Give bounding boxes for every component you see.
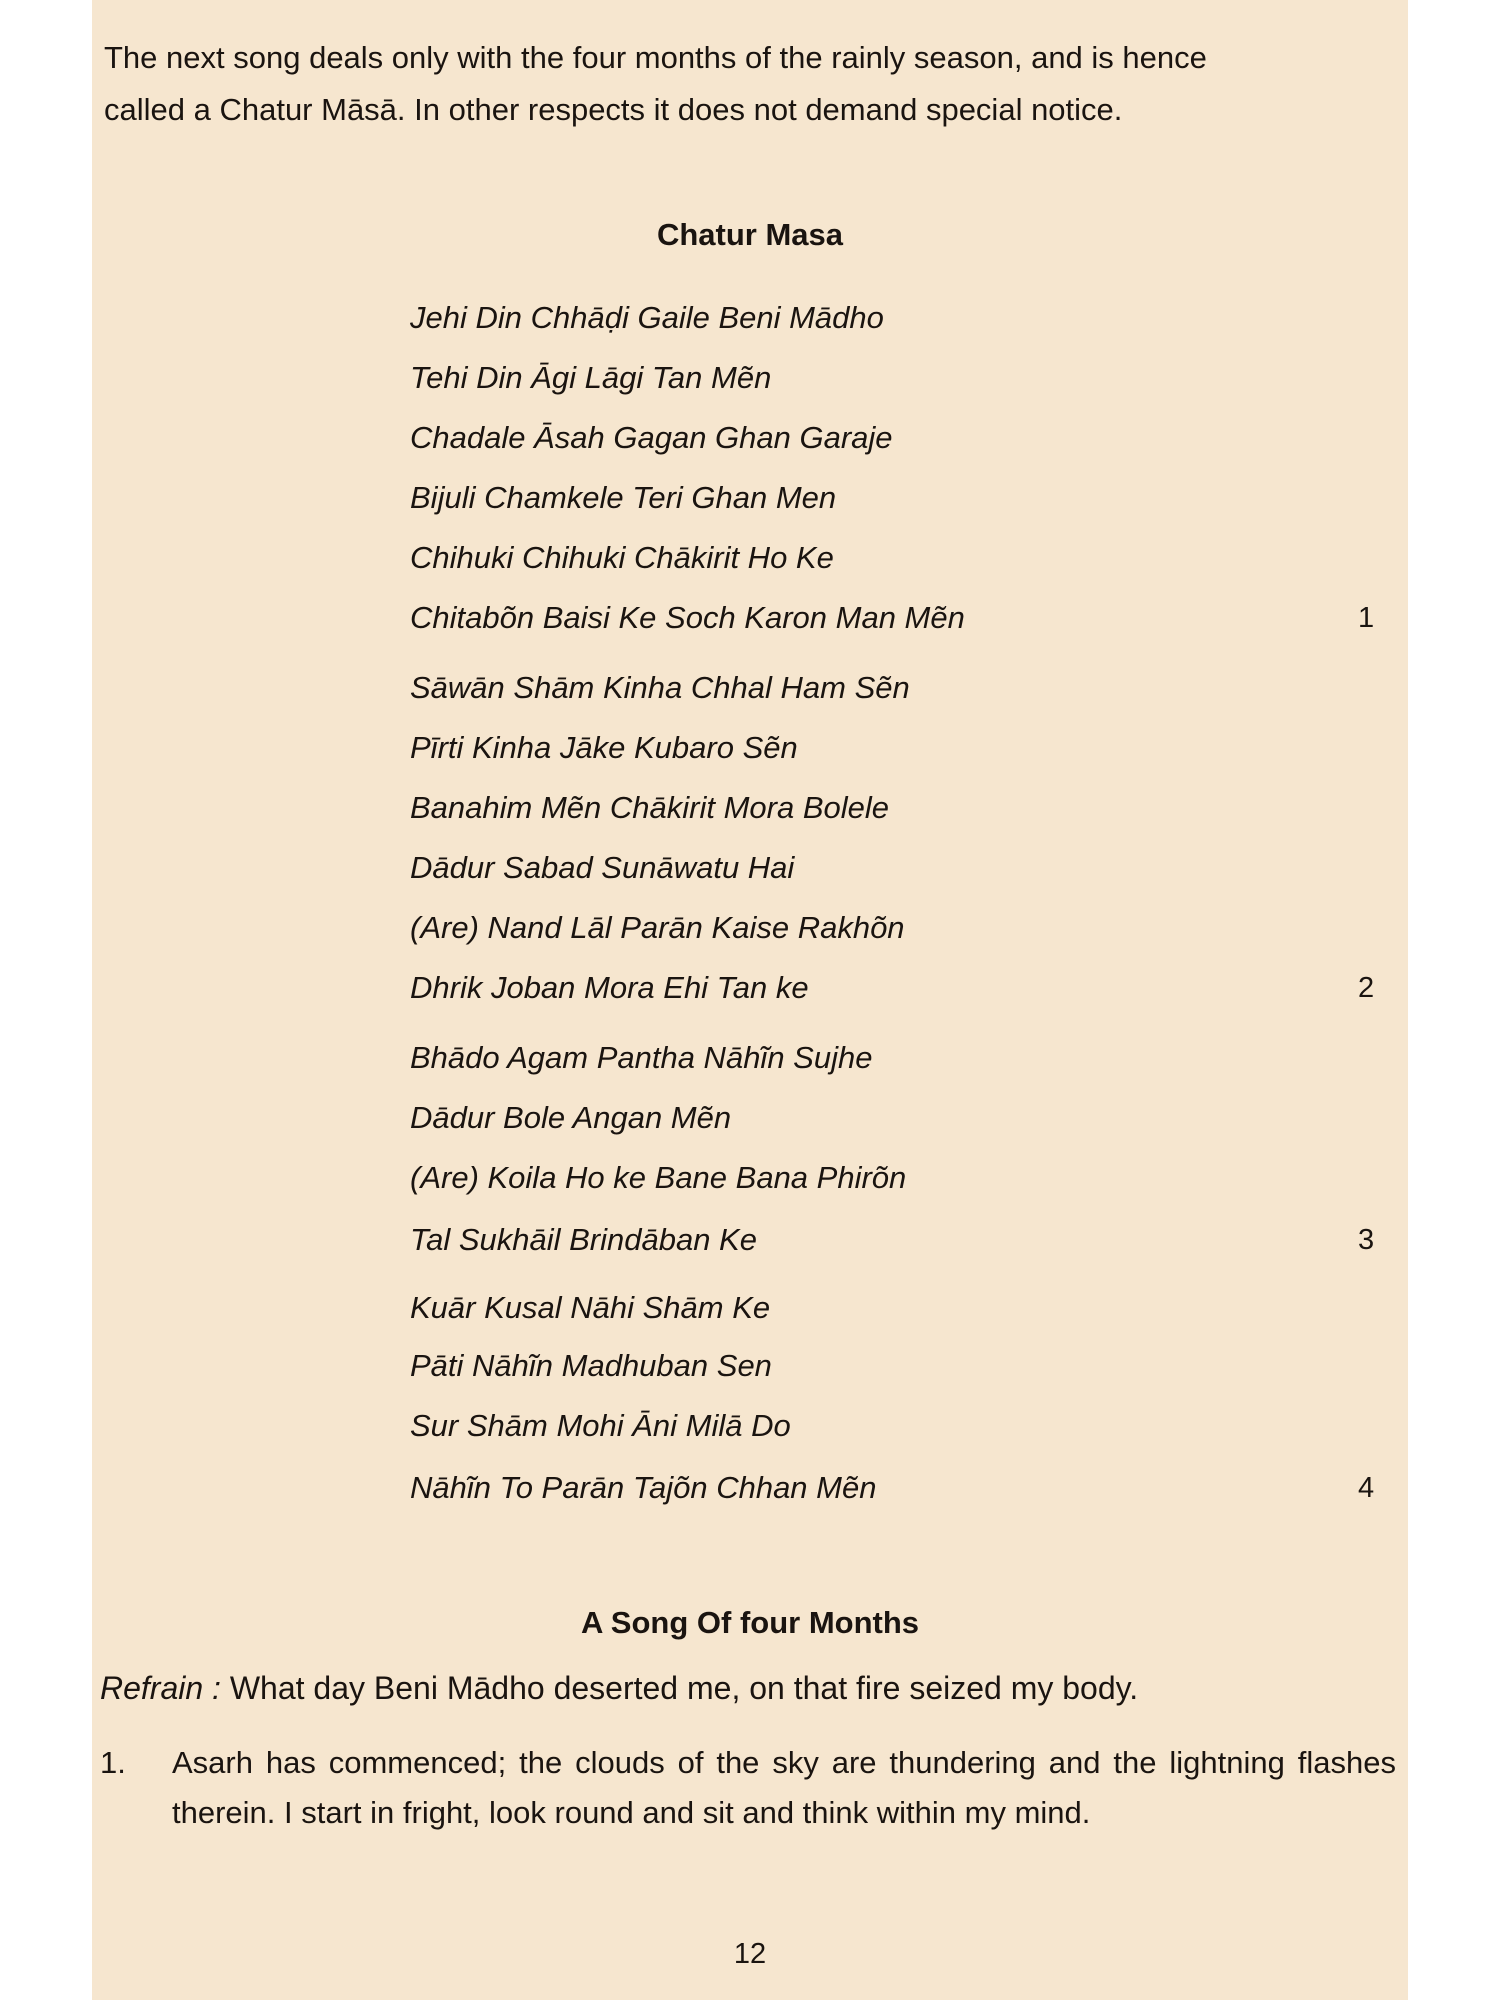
verse-line: (Are) Koila Ho ke Bane Bana Phirõn — [410, 1160, 907, 1195]
verse-line: Bijuli Chamkele Teri Ghan Men — [410, 480, 837, 515]
verse-line: (Are) Nand Lāl Parān Kaise Rakhõn — [410, 910, 905, 945]
verse-stanza-number: 4 — [1358, 1472, 1375, 1504]
section-title: A Song Of four Months — [580, 1605, 920, 1640]
verse-line: Kuār Kusal Nāhi Shām Ke — [410, 1290, 771, 1325]
verse-line: Banahim Mẽn Chākirit Mora Bolele — [410, 790, 889, 825]
verse-line: Dādur Sabad Sunāwatu Hai — [410, 850, 795, 885]
verse-line: Sur Shām Mohi Āni Milā Do — [410, 1408, 791, 1443]
refrain — [100, 1670, 1400, 1707]
verse-stanza-number: 2 — [1358, 972, 1375, 1004]
intro-line-2: called a Chatur Māsā. In other respects it does not demand special notice. — [104, 92, 1123, 127]
song-title: Chatur Masa — [656, 217, 844, 252]
verse-line: Sāwān Shām Kinha Chhal Ham Sẽn — [410, 670, 910, 705]
refrain-text: What day Beni Mādho deserted me, on that fire seized my body. — [220, 1670, 1139, 1706]
verse-line: Jehi Din Chhāḍi Gaile Beni Mādho — [410, 300, 884, 335]
verse-line: Nāhĩn To Parān Tajõn Chhan Mẽn — [410, 1470, 877, 1505]
verse-line: Tehi Din Āgi Lāgi Tan Mẽn — [410, 360, 772, 395]
verse-line: Bhādo Agam Pantha Nāhĩn Sujhe — [410, 1040, 873, 1075]
list-item-text: Asarh has commenced; the clouds of the sky are thundering and the lightning flashes therein. I start in fright, look round and sit and think within my mind. — [172, 1745, 1396, 1830]
refrain-label: Refrain : — [100, 1670, 221, 1706]
intro-line-1: The next song deals only with the four months of the rainly season, and is hence — [104, 40, 1207, 75]
verse-stanza-number: 3 — [1358, 1224, 1375, 1256]
verse-list — [92, 0, 1408, 1600]
verse-line: Tal Sukhāil Brindāban Ke — [410, 1222, 757, 1257]
verse-line: Dādur Bole Angan Mẽn — [410, 1100, 732, 1135]
document-page — [92, 0, 1408, 2000]
verse-stanza-number: 1 — [1358, 602, 1375, 634]
verse-line: Chihuki Chihuki Chākirit Ho Ke — [410, 540, 834, 575]
verse-line: Chitabõn Baisi Ke Soch Karon Man Mẽn — [410, 600, 965, 635]
page-number: 12 — [733, 1938, 767, 1970]
verse-line: Chadale Āsah Gagan Ghan Garaje — [410, 420, 893, 455]
verse-line: Pīrti Kinha Jāke Kubaro Sẽn — [410, 730, 798, 765]
verse-line: Dhrik Joban Mora Ehi Tan ke — [410, 970, 809, 1005]
verse-line: Pāti Nāhĩn Madhuban Sen — [410, 1348, 772, 1383]
list-item-number: 1. — [100, 1745, 126, 1780]
